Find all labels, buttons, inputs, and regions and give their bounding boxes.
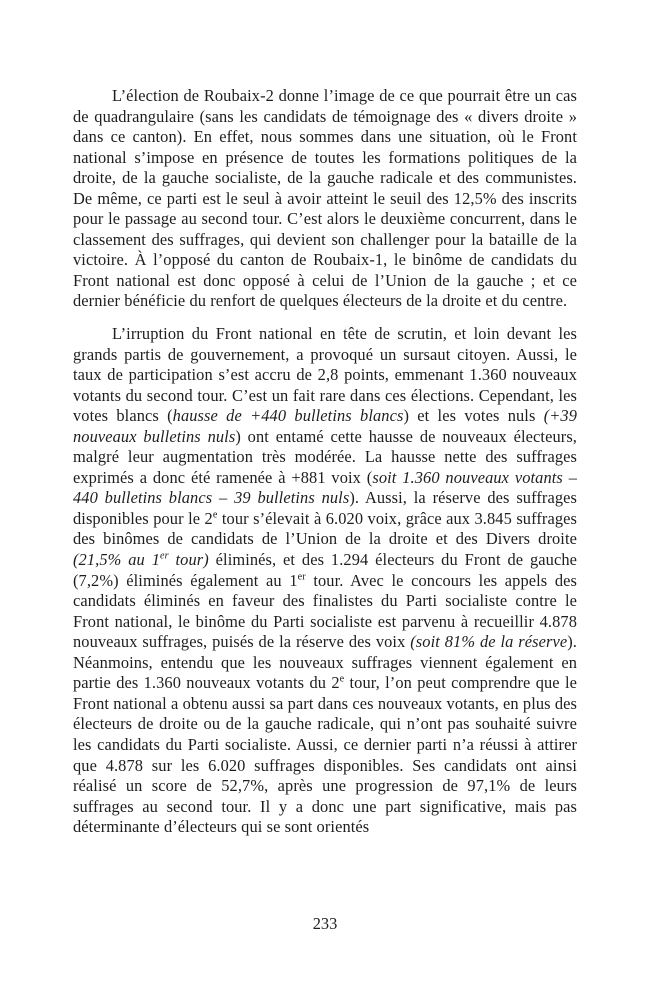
- body-text: [73, 86, 577, 838]
- paragraph-2: L’irruption du Front national en tête de scrutin, et loin devant les grands partis de gouvernement, a provoqué un sursaut citoyen. Aussi, le taux de participation s’est accru de 2,8 points, emmenant 1.360 nouveaux votants du second tour. C’est un fait rare dans ces élections. Cependant, les votes blancs (hausse de +440 bulletins blancs) et les votes nuls (+39 nouveaux bulletins nuls) ont entamé cette hausse de nouveaux électeurs, malgré leur augmentation très modérée. La hausse nette des suffrages exprimés a donc été ramenée à +881 voix (soit 1.360 nouveaux votants – 440 bulletins blancs – 39 bulletins nuls). Aussi, la réserve des suffrages disponibles pour le 2e tour s’élevait à 6.020 voix, grâce aux 3.845 suffrages des binômes de candidats de l’Union de la droite et des Divers droite (21,5% au 1er tour) éliminés, et des 1.294 électeurs du Front de gauche (7,2%) éliminés également au 1er tour. Avec le concours les appels des candidats éliminés en faveur des finalistes du Parti socialiste contre le Front national, le binôme du Parti socialiste est parvenu à recueillir 4.878 nouveaux suffrages, puisés de la réserve des voix (soit 81% de la réserve). Néanmoins, entendu que les nouveaux suffrages viennent également en partie des 1.360 nouveaux votants du 2e tour, l’on peut comprendre que le Front national a obtenu aussi sa part dans ces nouveaux votants, en plus des électeurs de droite ou de la gauche radicale, qui n’ont pas souhaité suivre les candidats du Parti socialiste. Aussi, ce dernier parti n’a réussi à attirer que 4.878 sur les 6.020 suffrages disponibles. Ses candidats ont ainsi réalisé un score de 52,7%, après une progression de 97,1% de leurs suffrages au second tour. Il y a donc une part significative, mais pas déterminante d’électeurs qui se sont orientés: [73, 324, 578, 837]
- page-number: 233: [312, 914, 338, 933]
- paragraph-1: L’élection de Roubaix-2 donne l’image de ce que pourrait être un cas de quadrangulaire (sans les candidats de témoignage des « divers droite » dans ce canton). En effet, nous sommes dans une situation, où le Front national s’impose en présence de toutes les formations politiques de la droite, de la gauche socialiste, de la gauche radicale et des communistes. De même, ce parti est le seul à avoir atteint le seuil des 12,5% des inscrits pour le passage au second tour. C’est alors le deuxième concurrent, dans le classement des suffrages, qui devient son challenger pour la bataille de la victoire. À l’opposé du canton de Roubaix-1, le binôme de candidats du Front national est donc opposé à celui de l’Union de la gauche ; et ce dernier bénéficie du renfort de quelques électeurs de la droite et du centre.: [73, 86, 577, 311]
